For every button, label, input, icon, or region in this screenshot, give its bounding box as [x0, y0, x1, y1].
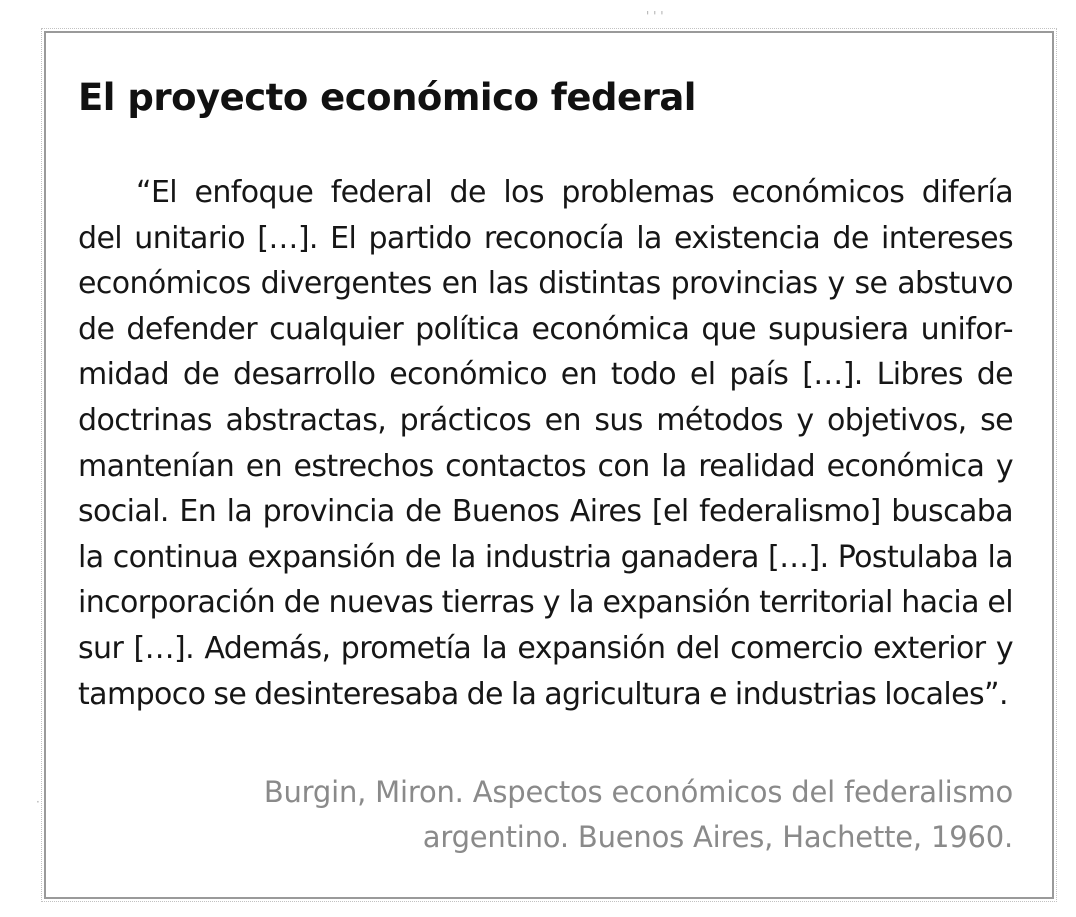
quote-line: social. En la provincia de Buenos Aires [el federalismo] buscaba: [78, 494, 1013, 530]
citation-line: argentino. Buenos Aires, Hachette, 1960.: [422, 820, 1013, 854]
quote-line: sur […]. Además, prometía la expansión del comercio exterior y: [78, 630, 1013, 666]
quote-line: “El enfoque federal de los problemas económicos difería: [136, 175, 1013, 210]
quote-line: económicos divergentes en las distintas provincias y se abstuvo: [78, 266, 1013, 302]
scan-speck: ' ' ': [646, 9, 664, 23]
quote-line: midad de desarrollo económico en todo el país […]. Libres de: [78, 357, 1013, 393]
quote-line: de defender cualquier política económica que supusiera unifor-: [78, 311, 1013, 347]
quote-line: doctrinas abstractas, prácticos en sus métodos y objetivos, se: [78, 402, 1013, 438]
quote-line: la continua expansión de la industria ganadera […]. Postulaba la: [78, 539, 1013, 575]
quote-line: tampoco se desinteresaba de la agricultura e industrias locales”.: [78, 676, 1008, 712]
quote-paragraph: [78, 170, 1013, 717]
quote-line: del unitario […]. El partido reconocía la existencia de intereses: [78, 220, 1013, 256]
quote-line: incorporación de nuevas tierras y la expansión territorial hacia el: [78, 585, 1013, 621]
citation: [264, 770, 1013, 860]
quote-line: mantenían en estrechos contactos con la realidad económica y: [78, 448, 1013, 484]
citation-line: Burgin, Miron. Aspectos económicos del federalismo: [263, 775, 1013, 809]
scan-speck: ·: [36, 795, 40, 809]
box-title: El proyecto económico federal: [78, 76, 696, 119]
